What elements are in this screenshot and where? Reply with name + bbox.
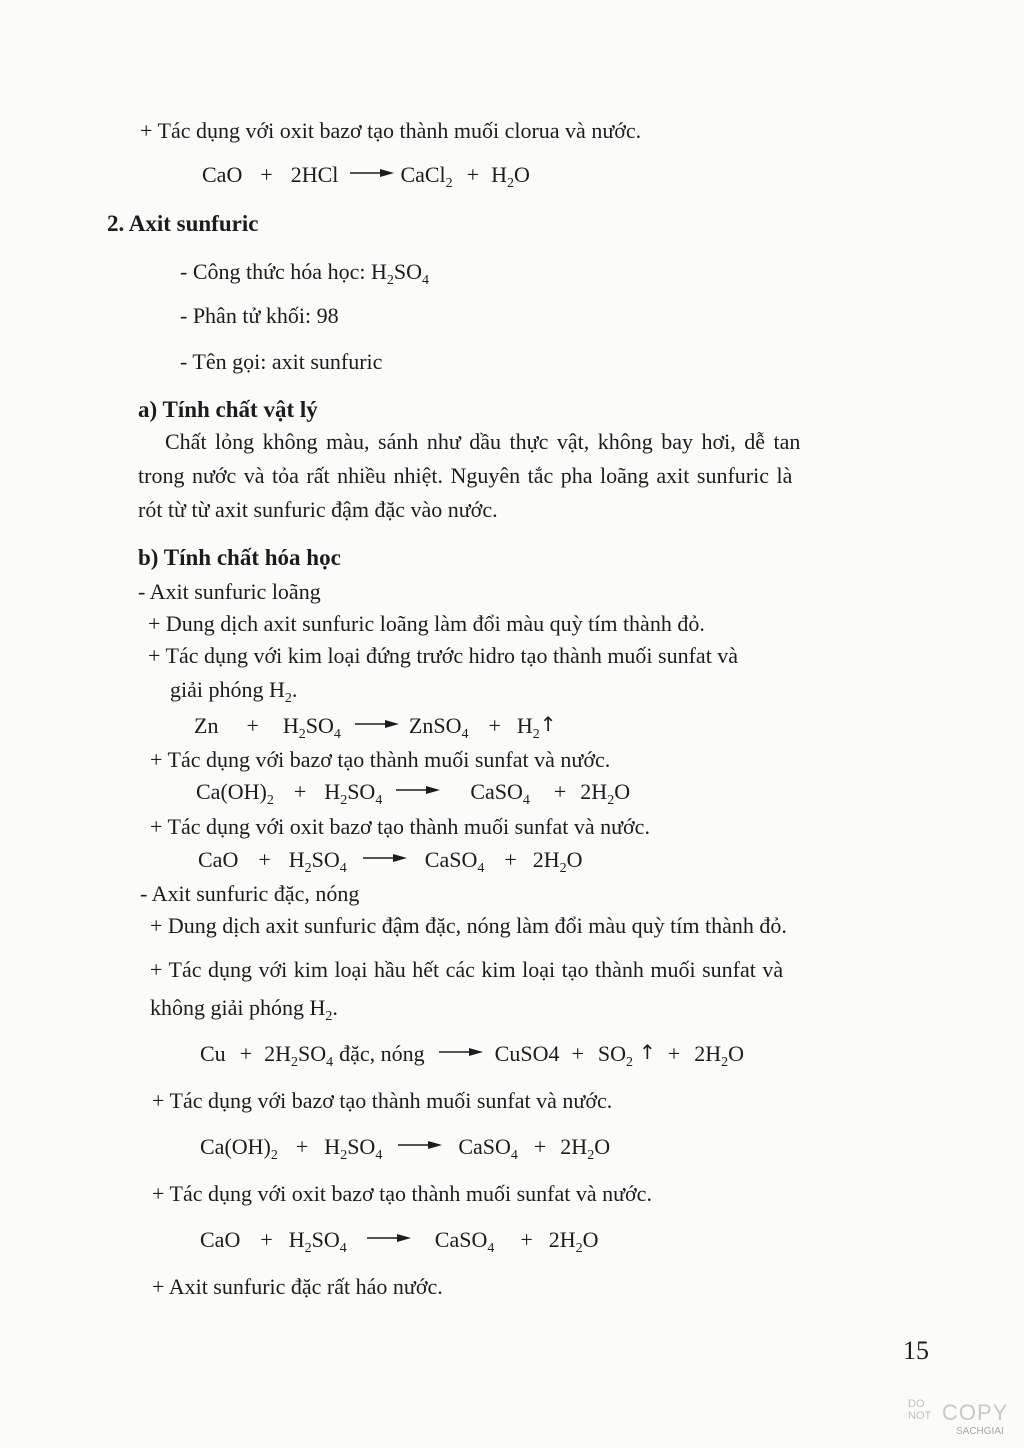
- formula: CaO: [202, 162, 243, 187]
- text-line: - Tên gọi: axit sunfuric: [180, 349, 383, 374]
- text-line: không giải phóng H 2 .: [150, 995, 338, 1024]
- reaction-arrow-icon: [350, 168, 394, 178]
- text-line: + Tác dụng với bazơ tạo thành muối sunfat và nước.: [152, 1088, 613, 1113]
- paragraph-line: trong nước và tỏa rất nhiều nhiệt. Nguyên tắc pha loãng axit sunfuric là: [138, 463, 793, 488]
- reaction-arrow-icon: [398, 1140, 442, 1150]
- equation-cu: Cu + 2H 2 SO 4 đặc, nóng CuSO4 + SO 2 ↑ + 2H 2 O: [200, 1040, 744, 1070]
- text-line: + Tác dụng với kim loại hầu hết các kim loại tạo thành muối sunfat và: [150, 957, 784, 982]
- gas-arrow-icon: ↑: [539, 712, 557, 736]
- equation-cao-hcl: CaO + 2HCl CaCl 2 + H 2 O: [202, 162, 530, 191]
- text-line: - Công thức hóa học: H 2 SO 4: [180, 259, 429, 288]
- subsection-heading: a) Tính chất vật lý: [138, 397, 318, 422]
- equation-zn: Zn + H 2 SO 4 ZnSO 4 + H 2 ↑: [194, 712, 557, 742]
- text-line: - Axit sunfuric loãng: [138, 579, 321, 604]
- text-line: giải phóng H 2 .: [170, 677, 298, 706]
- plus-sign: +: [260, 162, 273, 187]
- plus-sign: +: [466, 162, 480, 187]
- text-line: - Axit sunfuric đặc, nóng: [140, 881, 360, 906]
- formula: H: [491, 162, 507, 187]
- text-line: + Tác dụng với kim loại đứng trước hidro tạo thành muối sunfat và: [148, 643, 739, 668]
- reaction-arrow-icon: [363, 853, 407, 863]
- reaction-arrow-icon: [396, 785, 440, 795]
- text-line: + Tác dụng với bazơ tạo thành muối sunfat và nước.: [150, 747, 611, 772]
- watermark-logo: DO NOT COPY SACHGIAI: [908, 1398, 1009, 1437]
- equation-caoh-loang: Ca(OH) 2 + H 2 SO 4 CaSO 4 + 2H 2 O: [196, 779, 631, 808]
- equation-cao-loang: CaO + H 2 SO 4 CaSO 4 + 2H 2 O: [198, 847, 583, 876]
- section-heading: 2. Axit sunfuric: [107, 211, 259, 236]
- formula: 2HCl: [290, 162, 339, 187]
- text-line: + Tác dụng với oxit bazơ tạo thành muối sunfat và nước.: [152, 1181, 652, 1206]
- formula: CaCl: [400, 162, 446, 187]
- page-number: 15: [903, 1336, 929, 1365]
- paragraph-line: rót từ từ axit sunfuric đậm đặc vào nước.: [138, 497, 498, 522]
- text-line: + Dung dịch axit sunfuric loãng làm đổi màu quỳ tím thành đỏ.: [148, 611, 705, 636]
- text-line: + Tác dụng với oxit bazơ tạo thành muối clorua và nước.: [140, 118, 642, 143]
- reaction-arrow-icon: [439, 1047, 483, 1057]
- text-line: + Dung dịch axit sunfuric đậm đặc, nóng làm đổi màu quỳ tím thành đỏ.: [150, 913, 787, 938]
- paragraph-line: Chất lỏng không màu, sánh như dầu thực vật, không bay hơi, dễ tan: [165, 429, 801, 454]
- gas-arrow-icon: ↑: [639, 1040, 656, 1064]
- reaction-arrow-icon: [355, 719, 399, 729]
- text-line: + Tác dụng với oxit bazơ tạo thành muối sunfat và nước.: [150, 814, 650, 839]
- text-line: - Phân tử khối: 98: [180, 303, 339, 328]
- text-line: + Axit sunfuric đặc rất háo nước.: [152, 1274, 443, 1299]
- reaction-arrow-icon: [367, 1233, 411, 1243]
- subsection-heading: b) Tính chất hóa học: [138, 545, 341, 570]
- equation-cao-dac: CaO + H 2 SO 4 CaSO 4 + 2H 2 O: [200, 1227, 599, 1256]
- equation-caoh-dac: Ca(OH) 2 + H 2 SO 4 CaSO 4 + 2H 2 O: [200, 1134, 611, 1163]
